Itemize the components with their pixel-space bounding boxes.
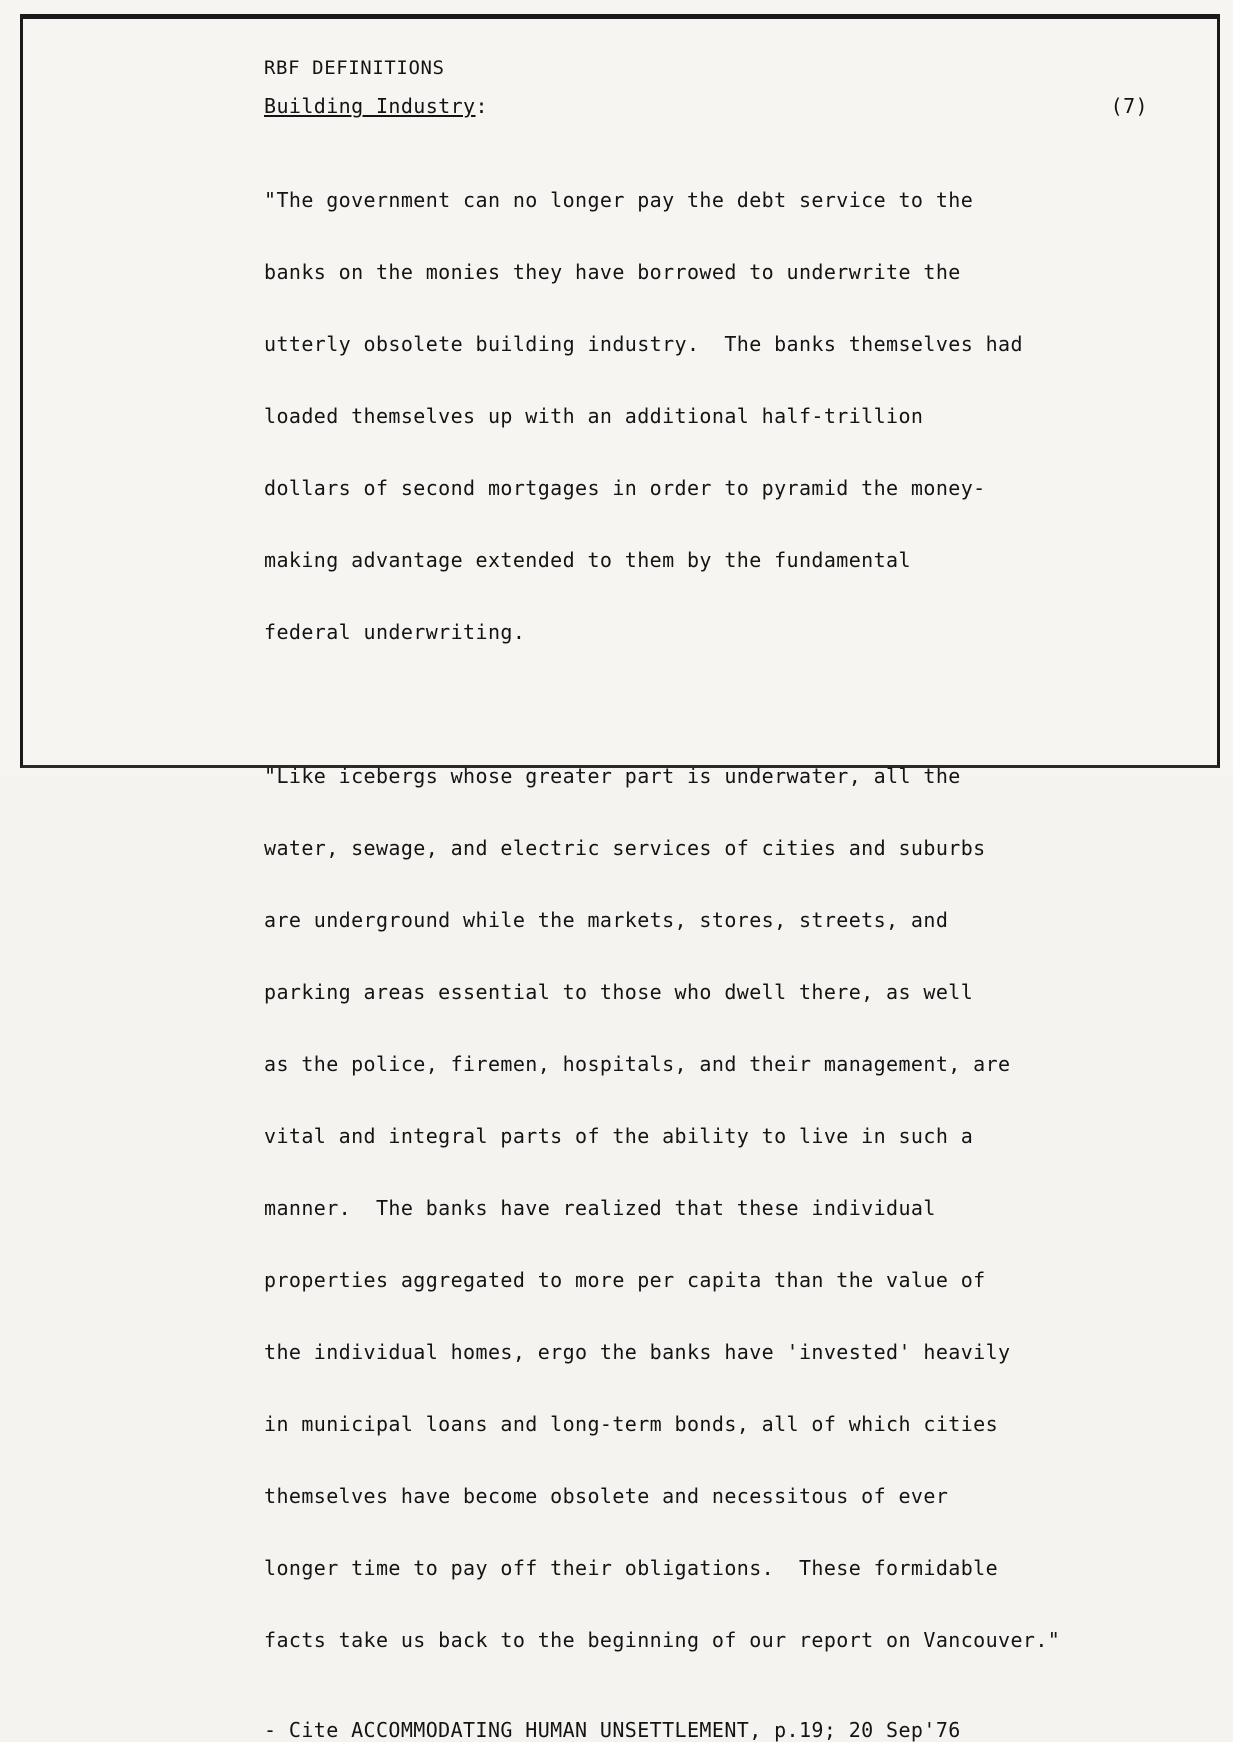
paragraph-line: dollars of second mortgages in order to pyramid the money- (264, 476, 986, 500)
paragraph-line: "The government can no longer pay the debt service to the (264, 188, 974, 212)
paragraph-line: longer time to pay off their obligations. These formidable (264, 1556, 999, 1580)
section-header (264, 94, 1148, 118)
paragraph-line: are underground while the markets, stores, streets, and (264, 908, 949, 932)
section-colon: : (475, 94, 488, 118)
paragraph-line: the individual homes, ergo the banks have 'invested' heavily (264, 1340, 1011, 1364)
paragraph-1 (264, 140, 1144, 692)
page-number: (7) (1110, 94, 1148, 118)
paragraph-line: banks on the monies they have borrowed to underwrite the (264, 260, 961, 284)
paragraph-line: parking areas essential to those who dwell there, as well (264, 980, 974, 1004)
paragraph-line: utterly obsolete building industry. The banks themselves had (264, 332, 1023, 356)
paragraph-line: loaded themselves up with an additional half-trillion (264, 404, 924, 428)
paragraph-2 (264, 716, 1144, 1700)
paragraph-line: facts take us back to the beginning of our report on Vancouver." (264, 1628, 1061, 1652)
paragraph-line: federal underwriting. (264, 620, 526, 644)
document-heading: RBF DEFINITIONS (264, 57, 445, 79)
paragraph-line: in municipal loans and long-term bonds, all of which cities (264, 1412, 999, 1436)
document-body (264, 56, 1148, 1742)
paragraph-line: themselves have become obsolete and necessitous of ever (264, 1484, 949, 1508)
paragraph-line: as the police, firemen, hospitals, and their management, are (264, 1052, 1011, 1076)
paragraph-line: properties aggregated to more per capita than the value of (264, 1268, 986, 1292)
paragraph-line: manner. The banks have realized that these individual (264, 1196, 936, 1220)
paragraph-line: "Like icebergs whose greater part is underwater, all the (264, 764, 961, 788)
paragraph-line: water, sewage, and electric services of cities and suburbs (264, 836, 986, 860)
paragraph-line: vital and integral parts of the ability to live in such a (264, 1124, 974, 1148)
paragraph-line: making advantage extended to them by the fundamental (264, 548, 911, 572)
section-title: Building Industry (264, 94, 476, 118)
citation: - Cite ACCOMMODATING HUMAN UNSETTLEMENT, p.19; 20 Sep'76 (264, 1718, 961, 1742)
